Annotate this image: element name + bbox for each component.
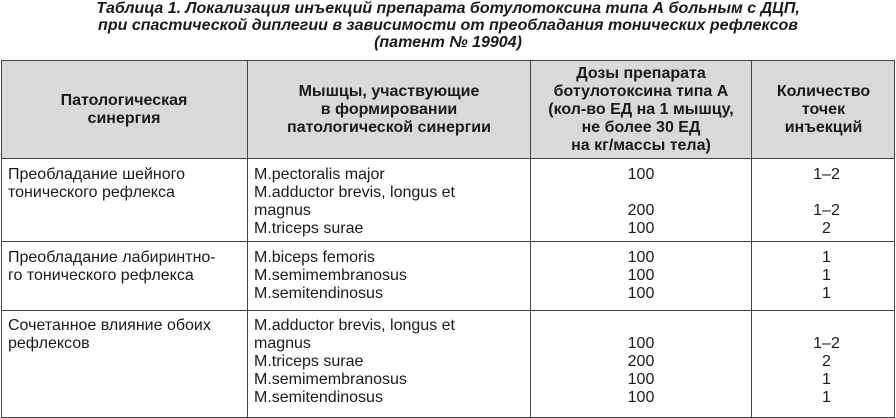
cell-text: 2 bbox=[822, 220, 831, 237]
header-text: синергия bbox=[87, 109, 161, 127]
cell-text: 1 bbox=[822, 389, 831, 406]
injection-table bbox=[1, 60, 895, 418]
header-doses bbox=[531, 61, 751, 158]
cell-text: M.pectoralis major bbox=[254, 166, 385, 183]
column-divider bbox=[530, 61, 531, 418]
cell-text: M.biceps femoris bbox=[254, 249, 375, 266]
row-divider bbox=[1, 310, 895, 311]
header-text: не более 30 ЕД bbox=[581, 118, 701, 136]
border-right bbox=[894, 61, 895, 418]
row-divider bbox=[1, 241, 895, 242]
cell-text: тонического рефлекса bbox=[8, 184, 175, 201]
cell-text: го тонического рефлекса bbox=[8, 267, 194, 284]
cell-text: 200 bbox=[627, 202, 655, 219]
cell-text: 100 bbox=[627, 249, 655, 266]
cell-text: 1 bbox=[822, 285, 831, 302]
header-text: Дозы препарата bbox=[576, 64, 706, 82]
cell-text: Преобладание шейного bbox=[8, 166, 186, 183]
row-2-points bbox=[759, 249, 894, 303]
table-caption bbox=[0, 0, 896, 51]
cell-text: magnus bbox=[254, 202, 311, 219]
row-1-synergy bbox=[8, 166, 238, 202]
cell-text: magnus bbox=[254, 335, 311, 352]
row-2-doses bbox=[536, 249, 746, 303]
cell-text: 100 bbox=[627, 371, 655, 388]
caption-line-1: Таблица 1. Локализация инъекций препарата ботулотоксина типа А больным с ДЦП, bbox=[96, 0, 800, 17]
cell-text: 100 bbox=[627, 267, 655, 284]
row-3-points bbox=[759, 317, 894, 407]
header-text: в формировании bbox=[320, 100, 458, 118]
table-header bbox=[1, 61, 895, 159]
cell-text: M.adductor brevis, longus et bbox=[254, 317, 455, 334]
header-text: на кг/массы тела) bbox=[571, 136, 711, 154]
cell-text: 2 bbox=[822, 353, 831, 370]
cell-text: рефлексов bbox=[8, 335, 90, 352]
header-text: инъекций bbox=[784, 118, 863, 136]
cell-text bbox=[536, 317, 746, 335]
cell-text: 1–2 bbox=[813, 202, 840, 219]
row-1-points bbox=[759, 166, 894, 238]
header-synergy bbox=[1, 61, 247, 158]
cell-text: 100 bbox=[627, 166, 655, 183]
cell-text: 100 bbox=[627, 220, 655, 237]
cell-text: M.semitendinosus bbox=[254, 389, 383, 406]
cell-text: M.triceps surae bbox=[254, 353, 364, 370]
header-text: Количество bbox=[776, 82, 871, 100]
header-muscles bbox=[248, 61, 530, 158]
cell-text: M.semitendinosus bbox=[254, 285, 383, 302]
row-2-muscles bbox=[254, 249, 524, 303]
header-text: Патологическая bbox=[60, 91, 188, 109]
cell-text bbox=[536, 184, 746, 202]
cell-text: 100 bbox=[627, 389, 655, 406]
row-1-doses bbox=[536, 166, 746, 238]
cell-text: M.adductor brevis, longus et bbox=[254, 184, 455, 201]
cell-text: Сочетанное влияние обоих bbox=[8, 317, 211, 334]
cell-text: 100 bbox=[627, 335, 655, 352]
row-3-synergy bbox=[8, 317, 238, 353]
cell-text: 1–2 bbox=[813, 166, 840, 183]
row-3-doses bbox=[536, 317, 746, 407]
caption-line-2: при спастической диплегии в зависимости от преобладания тонических рефлексов bbox=[98, 17, 798, 34]
row-2-synergy bbox=[8, 249, 238, 285]
cell-text: 1 bbox=[822, 249, 831, 266]
header-text: (кол-во ЕД на 1 мышцу, bbox=[548, 100, 734, 118]
column-divider bbox=[247, 61, 248, 418]
column-divider bbox=[751, 61, 752, 418]
cell-text: 100 bbox=[627, 285, 655, 302]
caption-line-3: (патент № 19904) bbox=[374, 34, 522, 51]
row-3-muscles bbox=[254, 317, 524, 407]
cell-text: 1–2 bbox=[813, 335, 840, 352]
cell-text bbox=[759, 184, 894, 202]
cell-text: Преобладание лабиринтно- bbox=[8, 249, 216, 266]
cell-text bbox=[759, 317, 894, 335]
header-points bbox=[752, 61, 895, 158]
header-text: ботулотоксина типа А bbox=[553, 82, 729, 100]
cell-text: 200 bbox=[627, 353, 655, 370]
header-text: патологической синергии bbox=[287, 118, 491, 136]
cell-text: M.semimembranosus bbox=[254, 267, 407, 284]
cell-text: M.semimembranosus bbox=[254, 371, 407, 388]
header-text: точек bbox=[801, 100, 846, 118]
cell-text: 1 bbox=[822, 371, 831, 388]
header-text: Мышцы, участвующие bbox=[298, 82, 480, 100]
cell-text: 1 bbox=[822, 267, 831, 284]
row-1-muscles bbox=[254, 166, 524, 238]
border-left bbox=[1, 61, 2, 418]
cell-text: M.triceps surae bbox=[254, 220, 364, 237]
